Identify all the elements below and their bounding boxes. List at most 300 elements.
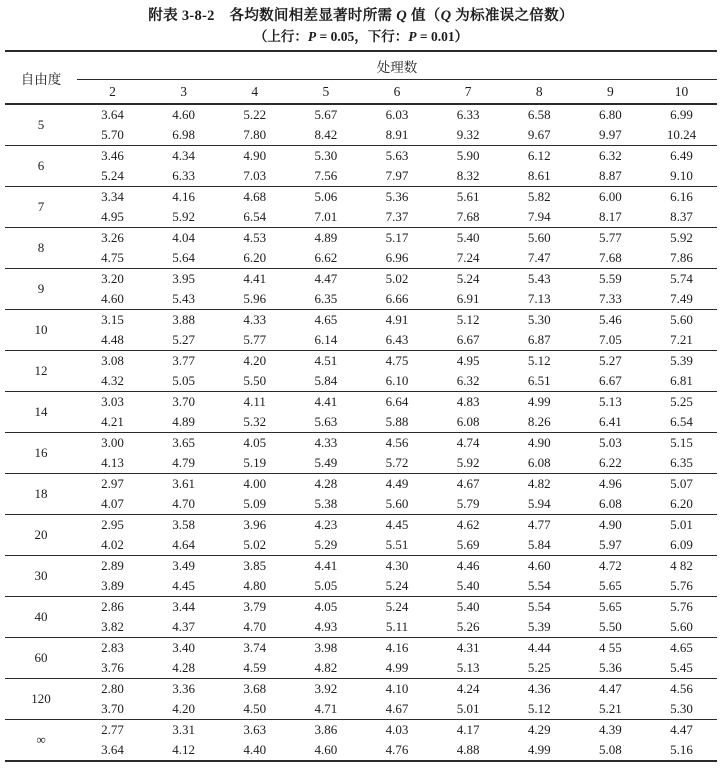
q-value: 7.49 xyxy=(670,291,693,306)
q-value: 8.87 xyxy=(598,168,622,183)
q-value: 3.03 xyxy=(77,392,148,413)
value-row-p01 xyxy=(5,699,717,720)
value-row-p01 xyxy=(5,576,717,597)
value-row-p01 xyxy=(5,453,717,474)
q-value: 6.43 xyxy=(385,332,409,347)
q-value: 4.90 xyxy=(504,433,575,454)
value-row-p01 xyxy=(5,658,717,679)
q-value: 6.62 xyxy=(314,250,338,265)
q-value: 4.95 xyxy=(101,209,124,224)
q-value: 2.97 xyxy=(77,474,148,495)
q-value: 5.70 xyxy=(101,127,124,142)
q-value: 6.35 xyxy=(670,455,693,470)
q-value: 5.84 xyxy=(527,537,551,552)
value-row-p05 xyxy=(5,187,717,208)
q-value: 4.72 xyxy=(575,556,646,577)
q-value: 4.88 xyxy=(456,742,480,757)
q-value: 4.02 xyxy=(101,537,124,552)
q-value: 6.49 xyxy=(646,146,717,167)
q-value: 3.44 xyxy=(148,597,219,618)
q-value: 4.82 xyxy=(314,660,338,675)
q-value: 5.30 xyxy=(504,310,575,331)
value-row-p01 xyxy=(5,207,717,228)
q-value: 5.11 xyxy=(385,619,409,634)
df-value: 16 xyxy=(5,433,77,474)
q-value: 4.13 xyxy=(101,455,124,470)
q-value: 5.25 xyxy=(646,392,717,413)
q-value: 5.43 xyxy=(504,269,575,290)
q-value: 4.10 xyxy=(361,679,432,700)
q-value: 3.64 xyxy=(101,742,124,757)
q-value: 6.80 xyxy=(598,107,622,122)
q-value: 5.12 xyxy=(527,701,551,716)
q-value: 6.16 xyxy=(646,187,717,208)
q-value: 4.04 xyxy=(148,228,219,249)
q-value: 4.82 xyxy=(504,474,575,495)
q-value: 5.94 xyxy=(527,496,551,511)
q-value: 5.09 xyxy=(243,496,267,511)
q-value: 5.25 xyxy=(527,660,551,675)
q-value: 3.89 xyxy=(101,578,124,593)
column-header: 4 xyxy=(219,80,290,105)
q-value: 5.90 xyxy=(433,146,504,167)
q-value: 6.12 xyxy=(504,146,575,167)
q-value: 3.76 xyxy=(101,660,124,675)
column-header: 5 xyxy=(290,80,361,105)
df-value: 20 xyxy=(5,515,77,556)
q-value: 5.54 xyxy=(527,578,551,593)
q-value: 7.68 xyxy=(598,250,622,265)
q-value: 4.51 xyxy=(290,351,361,372)
df-value: 10 xyxy=(5,310,77,351)
value-row-p05 xyxy=(5,146,717,167)
value-row-p01 xyxy=(5,412,717,433)
q-value: 5.60 xyxy=(670,619,693,634)
q-value: 4.89 xyxy=(290,228,361,249)
q-value: 5.17 xyxy=(361,228,432,249)
value-row-p05 xyxy=(5,474,717,495)
q-value: 6.08 xyxy=(456,414,480,429)
q-value: 4.62 xyxy=(433,515,504,536)
q-value: 5.72 xyxy=(385,455,409,470)
q-value: 5.15 xyxy=(646,433,717,454)
q-value: 4.39 xyxy=(575,720,646,741)
q-value: 4.45 xyxy=(172,578,196,593)
q-value: 4.30 xyxy=(361,556,432,577)
q-value: 5.45 xyxy=(670,660,693,675)
q-value: 5.02 xyxy=(243,537,267,552)
q-value: 4.45 xyxy=(361,515,432,536)
q-value: 4 82 xyxy=(646,556,717,577)
q-value: 3.26 xyxy=(77,228,148,249)
q-value: 5.16 xyxy=(670,742,693,757)
q-value: 5.92 xyxy=(456,455,480,470)
q-value: 5.40 xyxy=(456,578,480,593)
q-value: 4.16 xyxy=(148,187,219,208)
q-value: 6.08 xyxy=(527,455,551,470)
q-value: 4.60 xyxy=(172,107,196,122)
q-value: 5.01 xyxy=(456,701,480,716)
q-value: 4.05 xyxy=(219,433,290,454)
q-value: 5.29 xyxy=(314,537,338,552)
q-value: 4.56 xyxy=(361,433,432,454)
q-value: 7.03 xyxy=(243,168,267,183)
value-row-p05 xyxy=(5,597,717,618)
q-value: 5.65 xyxy=(598,578,622,593)
q-value: 4.36 xyxy=(504,679,575,700)
q-value: 5.06 xyxy=(290,187,361,208)
q-value: 6.58 xyxy=(527,107,551,122)
q-value: 4.59 xyxy=(243,660,267,675)
q-value: 4.60 xyxy=(314,742,338,757)
q-value: 5.26 xyxy=(456,619,480,634)
column-header: 6 xyxy=(361,80,432,105)
q-value: 4.41 xyxy=(290,392,361,413)
q-value: 3.31 xyxy=(148,720,219,741)
q-value: 9.10 xyxy=(670,168,693,183)
df-value: 12 xyxy=(5,351,77,392)
q-value: 3.15 xyxy=(77,310,148,331)
q-value: 5.36 xyxy=(361,187,432,208)
q-value: 6.03 xyxy=(385,107,409,122)
q-value: 6.33 xyxy=(172,168,196,183)
q-value: 6.00 xyxy=(575,187,646,208)
q-value: 5.84 xyxy=(314,373,338,388)
q-value: 5.24 xyxy=(101,168,124,183)
q-value: 5.50 xyxy=(598,619,622,634)
q-value: 8.37 xyxy=(670,209,693,224)
q-value: 4.70 xyxy=(243,619,267,634)
q-value: 6.41 xyxy=(598,414,622,429)
df-value: 14 xyxy=(5,392,77,433)
q-value: 3.34 xyxy=(77,187,148,208)
q-value: 4.67 xyxy=(433,474,504,495)
q-value: 4.75 xyxy=(101,250,124,265)
q-value: 5.76 xyxy=(670,578,693,593)
q-value: 5.60 xyxy=(385,496,409,511)
q-value: 5.63 xyxy=(361,146,432,167)
q-value: 6.51 xyxy=(527,373,551,388)
q-value: 5.19 xyxy=(243,455,267,470)
q-value: 4.64 xyxy=(172,537,196,552)
q-value: 6.08 xyxy=(598,496,622,511)
value-row-p05 xyxy=(5,269,717,290)
q-value: 5.51 xyxy=(385,537,409,552)
q-value: 4.28 xyxy=(290,474,361,495)
q-value: 10.24 xyxy=(666,127,697,142)
q-value: 8.42 xyxy=(314,127,338,142)
q-value: 4.68 xyxy=(219,187,290,208)
q-value: 5.02 xyxy=(361,269,432,290)
q-value: 7.94 xyxy=(527,209,551,224)
q-value: 5.74 xyxy=(646,269,717,290)
table-subtitle: （上行：P = 0.05，下行：P = 0.01） xyxy=(253,29,469,44)
q-value: 5.30 xyxy=(670,701,693,716)
value-row-p01 xyxy=(5,740,717,761)
q-value: 6.67 xyxy=(456,332,480,347)
value-row-p05 xyxy=(5,310,717,331)
q-value: 5.05 xyxy=(314,578,338,593)
q-value: 4.49 xyxy=(361,474,432,495)
p-symbol: P xyxy=(408,29,417,44)
q-value: 6.32 xyxy=(575,146,646,167)
q-value: 3.77 xyxy=(148,351,219,372)
q-value: 4.24 xyxy=(433,679,504,700)
q-value: 3.65 xyxy=(148,433,219,454)
q-value: 5.32 xyxy=(243,414,267,429)
q-value: 3.82 xyxy=(101,619,124,634)
q-value: 7.80 xyxy=(243,127,267,142)
q-value: 6.87 xyxy=(527,332,551,347)
q-value: 4.90 xyxy=(575,515,646,536)
q-symbol: Q xyxy=(440,8,452,24)
q-value: 4.77 xyxy=(504,515,575,536)
df-value: 8 xyxy=(5,228,77,269)
q-value: 4.71 xyxy=(314,701,338,716)
q-value: 8.32 xyxy=(456,168,480,183)
q-value: 4.03 xyxy=(361,720,432,741)
table-number: 附表 3-8-2 xyxy=(148,8,215,24)
q-value: 5.05 xyxy=(172,373,196,388)
q-value: 2.80 xyxy=(77,679,148,700)
q-value: 7.47 xyxy=(527,250,551,265)
q-value: 3.49 xyxy=(148,556,219,577)
q-value: 6.54 xyxy=(243,209,267,224)
df-value: 30 xyxy=(5,556,77,597)
q-value: 5.13 xyxy=(456,660,480,675)
q-value: 4.99 xyxy=(527,742,551,757)
q-value: 5.97 xyxy=(598,537,622,552)
q-value: 4.47 xyxy=(575,679,646,700)
q-value: 5.03 xyxy=(575,433,646,454)
q-value: 4.83 xyxy=(433,392,504,413)
column-header: 2 xyxy=(77,80,148,105)
q-value: 4.65 xyxy=(290,310,361,331)
q-value: 4.41 xyxy=(219,269,290,290)
q-value: 3.46 xyxy=(77,146,148,167)
q-value: 3.40 xyxy=(148,638,219,659)
q-value: 5.61 xyxy=(433,187,504,208)
q-value: 2.89 xyxy=(77,556,148,577)
df-header: 自由度 xyxy=(5,51,77,104)
q-value: 5.36 xyxy=(598,660,622,675)
q-table xyxy=(5,50,717,762)
q-value: 4.95 xyxy=(433,351,504,372)
column-header-row xyxy=(5,80,717,105)
q-value: 5.77 xyxy=(243,332,267,347)
value-row-p05 xyxy=(5,638,717,659)
q-value: 3.58 xyxy=(148,515,219,536)
value-row-p01 xyxy=(5,617,717,638)
value-row-p05 xyxy=(5,720,717,741)
q-value: 8.17 xyxy=(598,209,622,224)
q-value: 6.35 xyxy=(314,291,338,306)
q-value: 6.96 xyxy=(385,250,409,265)
q-value: 5.39 xyxy=(646,351,717,372)
q-value: 4.21 xyxy=(101,414,124,429)
df-value: 60 xyxy=(5,638,77,679)
q-value: 5.96 xyxy=(243,291,267,306)
q-value: 5.43 xyxy=(172,291,196,306)
q-value: 4.33 xyxy=(219,310,290,331)
q-value: 6.20 xyxy=(670,496,693,511)
q-value: 6.14 xyxy=(314,332,338,347)
q-value: 3.98 xyxy=(290,638,361,659)
q-value: 5.39 xyxy=(527,619,551,634)
q-value: 4.33 xyxy=(290,433,361,454)
q-value: 7.68 xyxy=(456,209,480,224)
q-value: 5.67 xyxy=(314,107,338,122)
column-header: 7 xyxy=(433,80,504,105)
q-value: 4.53 xyxy=(219,228,290,249)
q-value: 3.08 xyxy=(77,351,148,372)
q-value: 3.64 xyxy=(101,107,124,122)
q-value: 3.20 xyxy=(77,269,148,290)
q-value: 3.70 xyxy=(148,392,219,413)
q-value: 5.76 xyxy=(646,597,717,618)
q-symbol: Q xyxy=(396,8,408,24)
q-value: 2.86 xyxy=(77,597,148,618)
q-value: 5.46 xyxy=(575,310,646,331)
value-row-p01 xyxy=(5,125,717,146)
q-value: 4.67 xyxy=(385,701,409,716)
q-value: 3.70 xyxy=(101,701,124,716)
q-value: 4.99 xyxy=(385,660,409,675)
q-value: 5.40 xyxy=(433,228,504,249)
table-title: 附表 3-8-2 各均数间相差显著时所需 Q 值（Q 为标准误之倍数） xyxy=(148,8,574,24)
q-value: 5.12 xyxy=(504,351,575,372)
q-value: 7.24 xyxy=(456,250,480,265)
q-value: 5.82 xyxy=(504,187,575,208)
q-value: 5.24 xyxy=(433,269,504,290)
value-row-p05 xyxy=(5,515,717,536)
q-value: 7.21 xyxy=(670,332,693,347)
q-value: 4.90 xyxy=(219,146,290,167)
q-value: 4.56 xyxy=(646,679,717,700)
q-value: 5.21 xyxy=(598,701,622,716)
q-value: 6.99 xyxy=(670,107,693,122)
value-row-p05 xyxy=(5,392,717,413)
q-value: 4.20 xyxy=(219,351,290,372)
q-value: 5.60 xyxy=(646,310,717,331)
q-value: 4.60 xyxy=(504,556,575,577)
df-value: 6 xyxy=(5,146,77,187)
q-value: 5.49 xyxy=(314,455,338,470)
q-value: 4.17 xyxy=(433,720,504,741)
q-value: 8.61 xyxy=(527,168,551,183)
column-header: 9 xyxy=(575,80,646,105)
q-value: 5.77 xyxy=(575,228,646,249)
value-row-p01 xyxy=(5,535,717,556)
q-value: 6.81 xyxy=(670,373,693,388)
q-value: 2.83 xyxy=(77,638,148,659)
q-value: 9.32 xyxy=(456,127,480,142)
q-value: 6.20 xyxy=(243,250,267,265)
q-value: 4.76 xyxy=(385,742,409,757)
q-value: 4.44 xyxy=(504,638,575,659)
q-value: 6.91 xyxy=(456,291,480,306)
q-value: 3.68 xyxy=(219,679,290,700)
q-value: 3.96 xyxy=(219,515,290,536)
q-value: 4.34 xyxy=(148,146,219,167)
q-value: 5.38 xyxy=(314,496,338,511)
q-value: 4.11 xyxy=(219,392,290,413)
q-value: 3.88 xyxy=(148,310,219,331)
q-value: 5.08 xyxy=(598,742,622,757)
q-value: 5.59 xyxy=(575,269,646,290)
q-value: 5.92 xyxy=(172,209,196,224)
q-value: 4.75 xyxy=(361,351,432,372)
q-value: 4.40 xyxy=(243,742,267,757)
df-value: ∞ xyxy=(5,720,77,762)
q-value: 4.31 xyxy=(433,638,504,659)
q-value: 3.74 xyxy=(219,638,290,659)
value-row-p01 xyxy=(5,248,717,269)
q-value: 6.64 xyxy=(361,392,432,413)
q-value: 5.63 xyxy=(314,414,338,429)
q-value: 4.65 xyxy=(646,638,717,659)
q-value: 3.00 xyxy=(77,433,148,454)
df-value: 120 xyxy=(5,679,77,720)
q-value: 4.37 xyxy=(172,619,196,634)
q-value: 6.33 xyxy=(456,107,480,122)
column-header: 3 xyxy=(148,80,219,105)
q-value: 7.01 xyxy=(314,209,338,224)
q-value: 8.91 xyxy=(385,127,409,142)
value-row-p01 xyxy=(5,330,717,351)
q-value: 5.12 xyxy=(433,310,504,331)
q-value: 4.74 xyxy=(433,433,504,454)
value-row-p05 xyxy=(5,679,717,700)
q-value: 2.77 xyxy=(77,720,148,741)
q-value: 5.01 xyxy=(646,515,717,536)
q-value: 4.99 xyxy=(504,392,575,413)
value-row-p05 xyxy=(5,104,717,125)
q-value: 4.07 xyxy=(101,496,124,511)
q-value: 5.40 xyxy=(433,597,504,618)
q-value: 5.69 xyxy=(456,537,480,552)
q-value: 4.00 xyxy=(219,474,290,495)
q-value: 4.41 xyxy=(290,556,361,577)
q-value: 5.27 xyxy=(575,351,646,372)
q-value: 5.92 xyxy=(646,228,717,249)
q-value: 4.50 xyxy=(243,701,267,716)
q-value: 4.70 xyxy=(172,496,196,511)
q-value: 2.95 xyxy=(77,515,148,536)
q-value: 5.65 xyxy=(575,597,646,618)
q-value: 7.97 xyxy=(385,168,409,183)
q-value: 4.93 xyxy=(314,619,338,634)
q-value: 7.05 xyxy=(598,332,622,347)
q-value: 4.16 xyxy=(361,638,432,659)
q-value: 4.91 xyxy=(361,310,432,331)
q-value: 4.79 xyxy=(172,455,196,470)
q-value: 4.60 xyxy=(101,291,124,306)
q-value: 4.48 xyxy=(101,332,124,347)
q-value: 4.47 xyxy=(290,269,361,290)
table-body xyxy=(5,104,717,761)
q-value: 5.27 xyxy=(172,332,196,347)
q-value: 4.29 xyxy=(504,720,575,741)
q-value: 4 55 xyxy=(575,638,646,659)
q-value: 5.79 xyxy=(456,496,480,511)
value-row-p05 xyxy=(5,433,717,454)
q-value: 3.61 xyxy=(148,474,219,495)
treatments-header: 处理数 xyxy=(77,51,717,80)
q-value: 4.96 xyxy=(575,474,646,495)
q-value: 5.07 xyxy=(646,474,717,495)
df-value: 40 xyxy=(5,597,77,638)
